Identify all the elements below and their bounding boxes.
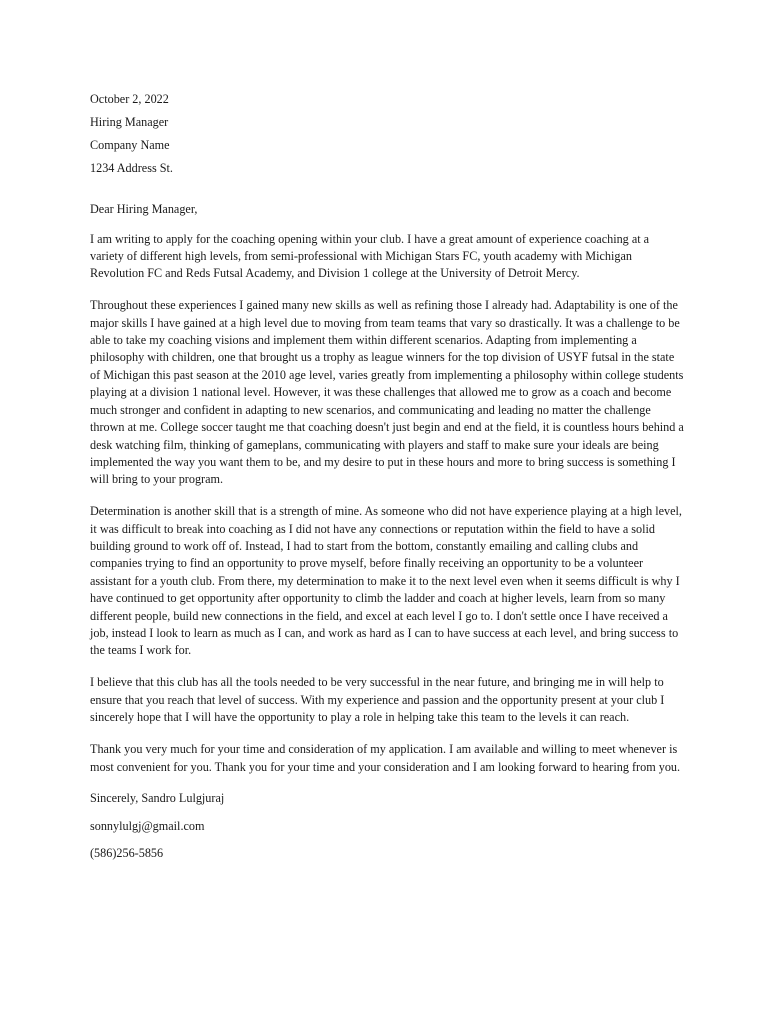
letter-date: October 2, 2022 bbox=[90, 92, 169, 106]
salutation: Dear Hiring Manager, bbox=[90, 202, 198, 217]
signoff: Sincerely, Sandro Lulgjuraj bbox=[90, 791, 225, 806]
recipient-title: Hiring Manager bbox=[90, 114, 169, 129]
company-name: Company Name bbox=[90, 137, 170, 152]
paragraph-determination: Determination is another skill that is a strength of mine. As someone who did not have experience playing at a high level, it was difficult to break into coaching as I did not have any connections or reputation within the field to have a solid building ground to work off of. Instead, I had to start from the bottom, constantly emailing and calling clubs and companies trying to find an opportunity to prove myself, before finally receiving an opportunity to be a volunteer assistant for a youth club. From there, my determination to make it to the next level even when it seems difficult is why I have continued to get opportunity after opportunity to climb the ladder and coach at higher levels, learn from so many different people, build new connections in the field, and excel at each level I go to. I don't settle once I have received a job, instead I look to learn as much as I can, and work as hard as I can to have success at each level, and bring success to the teams I work for. bbox=[90, 504, 682, 658]
paragraph-adaptability: Throughout these experiences I gained many new skills as well as refining those I already had. Adaptability is one of the major skills I have gained at a high level due to moving from team teams that vary so drastically. It was a challenge to be able to take my coaching visions and implement them within different scenarios. Adapting from implementing a philosophy with children, one that brought us a trophy as league winners for the top division of USYF futsal in the state of Michigan this past season at the 2010 age level, varies greatly from implementing a philosophy within college students playing at a division 1 national level. However, it was these challenges that allowed me to grow as a coach and become much stronger and confident in adapting to new scenarios, and communicating and leading no matter the challenge thrown at me. College soccer taught me that coaching doesn't just begin and end at the field, it is countless hours behind a desk watching film, thinking of gameplans, communicating with players and staff to make sure your ideals are being implemented the way you want them to be, and my desire to put in these hours and more to bring success is something I will bring to your program. bbox=[90, 298, 684, 487]
contact-email: sonnylulgj@gmail.com bbox=[90, 818, 205, 833]
paragraph-intro: I am writing to apply for the coaching opening within your club. I have a great amount of experience coaching at a variety of different high levels, from semi-professional with Michigan Stars FC, youth academy with Michigan Revolution FC and Reds Futsal Academy, and Division 1 college at the University of Detroit Mercy. bbox=[90, 231, 650, 281]
contact-phone: (586)256-5856 bbox=[90, 846, 164, 861]
paragraph-thanks: Thank you very much for your time and consideration of my application. I am available and willing to meet whenever is most convenient for you. Thank you for your time and your consideration and I am looking forward to hearing from you. bbox=[90, 742, 681, 774]
paragraph-club-fit: I believe that this club has all the tools needed to be very successful in the near future, and bringing me in will help to ensure that you reach that level of success. With my experience and passion and the opportunity present at your club I sincerely hope that I will have the opportunity to play a role in helping take this team to the levels it can reach. bbox=[90, 675, 665, 725]
letter-body bbox=[90, 91, 685, 873]
company-address: 1234 Address St. bbox=[90, 160, 173, 175]
